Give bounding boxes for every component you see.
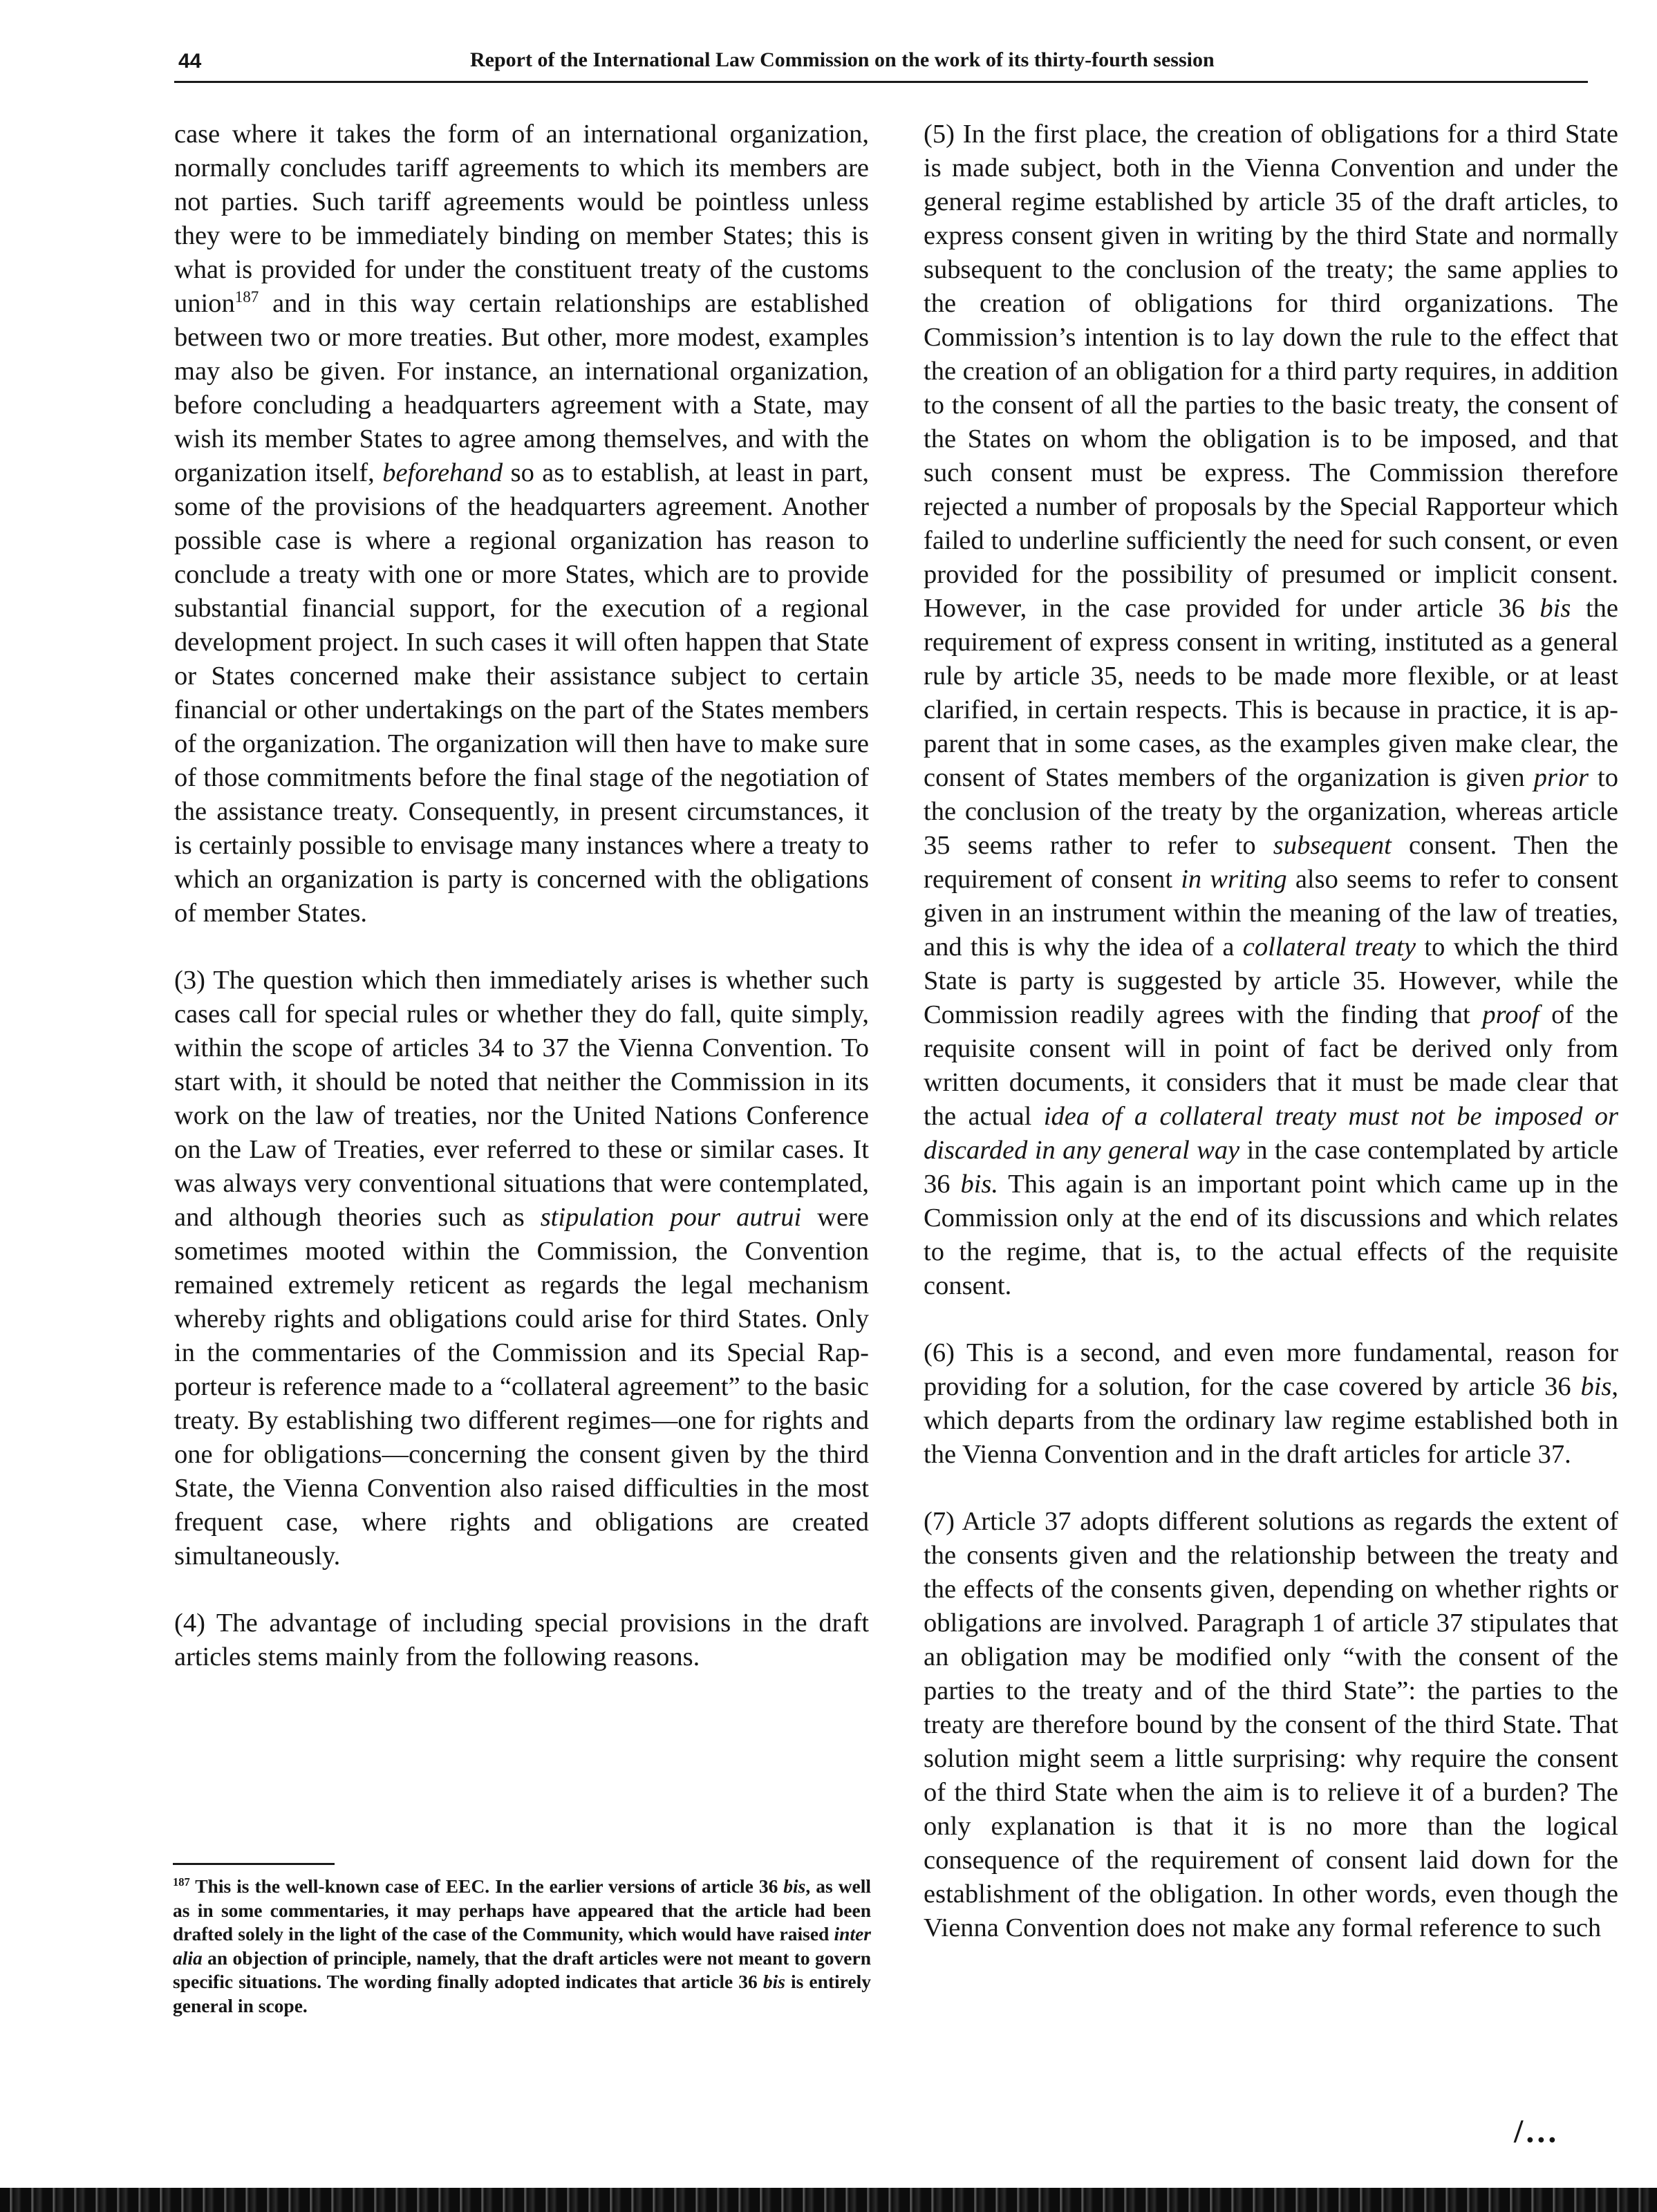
text: an objection of principle, namely, that the draft articles were not meant to govern specific situations. The wording finally adopted indicates that article 36	[173, 1947, 871, 1992]
text: , as well as in some commentaries, it may perhaps have appeared that the article had been drafted solely in the light of the case of the Community, which would have raised	[173, 1875, 871, 1944]
right-column	[924, 118, 1618, 1978]
emphasis: bis	[1580, 1372, 1612, 1401]
text: This again is an important point which came up in the Commission only at the end of its discussions and which relates to the regime, that is, to the actual effects of the requisite consent.	[924, 1170, 1619, 1300]
text: also seems to refer to consent given in an instrument within the meaning of the law of treaties, and this is why the idea of a	[924, 865, 1618, 962]
text: so as to establish, at least in part, some of the provisions of the headquarters agreement. Another possible case is where a regional organization has reason to conclude a treaty with one or more States, which are to provide substantial financial support, for the execution of a regional development project. In such cases it will often happen that State or States concerned make their assistance subject to certain financial or other undertakings on the part of the States members of the organization. The organization will then have to make sure of those commitments before the final stage of the negotiation of the assistance treaty. Consequently, in present circumstances, it is certainly possible to envisage many instances where a treaty to which an organization is party is concerned with the obligations of member States.	[174, 458, 870, 928]
emphasis: idea of a collateral treaty must not be imposed or discarded in any general way	[924, 1102, 1618, 1165]
text: and in this way certain relationships are established between two or more treaties. But other, more modest, examples may also be given. For instance, an international organization, before concluding a headquarters agreement with a State, may wish its member States to agree among themselves, and with the organization itself,	[174, 289, 869, 487]
emphasis: inter alia	[173, 1923, 871, 1969]
emphasis: beforehand	[382, 458, 503, 487]
emphasis: prior	[1533, 763, 1589, 792]
text: to the conclusion of the treaty by the organization, whereas article 35 seems rather to refer to	[924, 763, 1619, 860]
running-title: Report of the International Law Commission on the work of its thirty-fourth session	[470, 48, 1215, 71]
emphasis: bis.	[960, 1170, 998, 1199]
emphasis: collateral treaty	[1242, 932, 1416, 962]
emphasis: proof	[1482, 1000, 1539, 1029]
paragraph-3	[174, 964, 869, 1573]
text: (3) The question which then immediately arises is whether such cases call for special rules or whether they do fall, quite simply, within the scope of articles 34 to 37 the Vienna Convention. To start with, it should be noted that neither the Commission in its work on the law of treaties, nor the United Nations Conference on the Law of Treaties, ever referred to these or similar cases. It was always very conventional situations that were contemplated, and although theories such as	[174, 966, 869, 1232]
emphasis: bis	[762, 1971, 785, 1992]
text: (6) This is a second, and even more fundamental, reason for providing for a solution, for the case covered by article 36	[924, 1338, 1618, 1401]
footnote-reference: 187	[234, 288, 259, 306]
text: (5) In the first place, the creation of obligations for a third State is made subject, both in the Vienna Convention and under the general regime established by article 35 of the draft articles, to express consent given in writing by the third State and normally subsequent to the conclusion of the treaty; the same applies to the creation of obligations for third organizations. The Commission’s intention is to lay down the rule to the effect that the creation of an obligation for a third party requires, in addition to the consent of all the parties to the basic treaty, the consent of the States on whom the obligation is to be imposed, and that such consent must be express. The Commission therefore rejected a number of proposals by the Special Rapporteur which failed to underline sufficiently the need for such consent, or even provided for the possibility of presumed or implicit consent. However, in the case provided for under article 36	[924, 120, 1618, 623]
emphasis: subsequent	[1273, 831, 1392, 860]
text: consent. Then the requirement of consent	[924, 831, 1618, 894]
paragraph-5	[924, 118, 1618, 1303]
paragraph-continued	[174, 118, 869, 930]
text: This is the well-known case of EEC. In the earlier versions of article 36	[189, 1875, 784, 1897]
footnote-rule	[173, 1863, 335, 1865]
emphasis: bis	[1539, 594, 1571, 623]
text: in the case contemplated by article 36	[924, 1136, 1618, 1199]
emphasis: bis	[783, 1875, 806, 1897]
scan-border	[0, 2188, 1657, 2212]
footnote-marker: 187	[173, 1875, 190, 1888]
text: to which the third State is party is suggested by article 35. However, while the Commission readily agrees with the finding that	[924, 932, 1618, 1029]
text: case where it takes the form of an international organization, normally concludes tariff agreements to which its members are not parties. Such tariff agreements would be pointless unless they were to be immediately binding on member States; this is what is provided for under the constituent treaty of the customs union	[174, 120, 869, 318]
text: were sometimes mooted within the Commission, the Convention remained extremely reticent as regards the legal mechanism whereby rights and obligations could arise for third States. Only in the commentaries of the Commission and its Special Rapporteur is reference made to a “collateral agreement” to the basic treaty. By establishing two different regimes—one for rights and one for obligations—concerning the consent given by the third State, the Vienna Convention also raised difficulties in the most frequent case, where rights and obligations are created simultaneously.	[174, 1203, 869, 1571]
continuation-mark: /...	[1514, 2113, 1560, 2150]
paragraph-6	[924, 1336, 1618, 1472]
header-rule	[174, 81, 1588, 83]
paragraph-4: (4) The advantage of including special provisions in the draft articles stems mainly from the following reasons.	[174, 1609, 869, 1671]
text: is entirely general in scope.	[173, 1971, 871, 2016]
text: the requirement of express consent in writing, instituted as a general rule by article 35, needs to be made more flexible, or at least clarified, in certain respects. This is because in practice, it is apparent that in some cases, as the examples given make clear, the consent of States members of the organization is given	[924, 594, 1618, 792]
emphasis: in writing	[1181, 865, 1287, 894]
paragraph-7: (7) Article 37 adopts different solutions as regards the extent of the consents given and the relationship between the treaty and the effects of the consents given, depending on whether rights or obligations are involved. Paragraph 1 of article 37 stipulates that an obligation may be modified only “with the consent of the parties to the treaty and of the third State”: the parties to the treaty are therefore bound by the consent of the third State. That solution might seem a little surprising: why require the consent of the third State when the aim is to relieve it of a burden? The only explanation is that it is no more than the logical consequence of the requirement of consent laid down for the establishment of the obligation. In other words, even though the Vienna Convention does not make any formal reference to such	[924, 1507, 1618, 1942]
text: , which departs from the ordinary law regime established both in the Vienna Convention and in the draft articles for article 37.	[924, 1372, 1618, 1469]
page-number: 44	[178, 50, 202, 73]
emphasis: stipulation pour autrui	[540, 1203, 802, 1232]
footnote-187	[173, 1875, 871, 2018]
text: of the requisite consent will in point of fact be derived only from written documents, it considers that it must be made clear that the actual	[924, 1000, 1618, 1131]
left-column	[174, 118, 869, 1707]
